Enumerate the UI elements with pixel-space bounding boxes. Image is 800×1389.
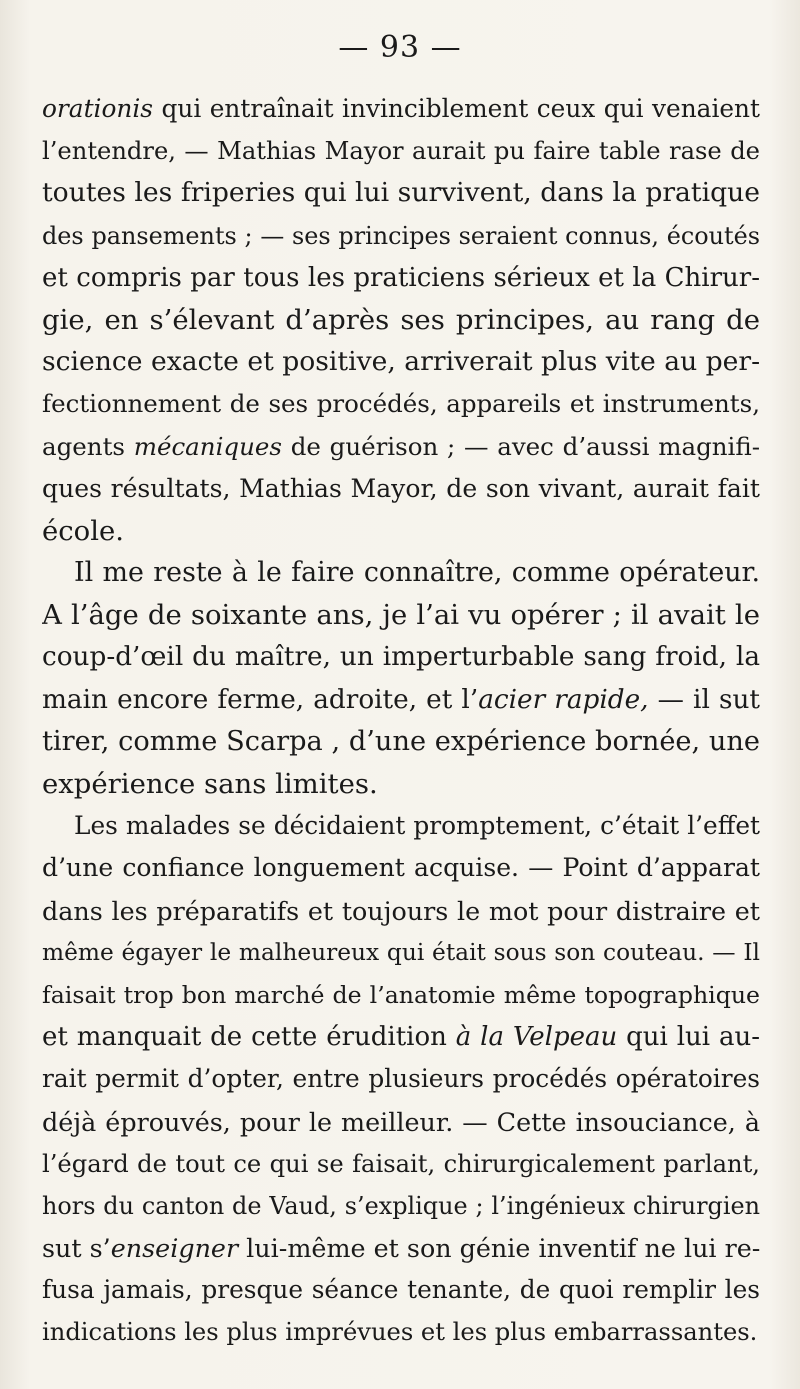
- text-line: [42, 636, 760, 678]
- text-segment: main encore ferme, adroite, et l’: [42, 684, 479, 715]
- text-segment: expérience sans limites.: [42, 768, 378, 800]
- text-line: [42, 341, 760, 383]
- text-segment: même égayer le malheureux qui était sous son couteau. — Il: [42, 938, 760, 966]
- text-segment: ques résultats, Mathias Mayor, de son vivant, aurait fait: [42, 473, 760, 503]
- text-segment: des pansements ; — ses principes seraient connus, écoutés: [42, 221, 760, 250]
- italic-text: acier rapide,: [478, 684, 649, 715]
- text-segment: d’une confiance longuement acquise. — Point d’apparat: [42, 853, 760, 883]
- text-segment: l’entendre, — Mathias Mayor aurait pu faire table rase de: [42, 137, 760, 166]
- text-line: [42, 468, 760, 510]
- text-segment: — il sut: [648, 684, 760, 715]
- text-segment: hors du canton de Vaud, s’explique ; l’ingénieux chirurgien: [42, 1191, 760, 1220]
- italic-text: à la Velpeau: [455, 1022, 618, 1053]
- text-line: [42, 805, 760, 847]
- text-segment: Il me reste à le faire connaître, comme opérateur.: [74, 557, 760, 589]
- text-segment: Les malades se décidaient promptement, c’était l’effet: [74, 811, 760, 841]
- text-line: [42, 1058, 760, 1100]
- text-segment: et compris par tous les praticiens sérieux et la Chirur-: [42, 262, 760, 293]
- text-line: [42, 299, 760, 341]
- text-line: [42, 721, 760, 763]
- body-text: [42, 88, 760, 1354]
- text-line: [42, 1101, 760, 1143]
- text-line: [42, 974, 760, 1016]
- text-line: [42, 1311, 760, 1353]
- text-segment: sut s’: [42, 1233, 111, 1264]
- text-segment: faisait trop bon marché de l’anatomie même topographique: [42, 980, 760, 1009]
- text-segment: coup-d’œil du maître, un imperturbable sang froid, la: [42, 642, 760, 673]
- text-line: [42, 932, 760, 974]
- page-number: — 93 —: [338, 30, 462, 65]
- text-segment: agents: [42, 431, 134, 461]
- text-line: [42, 890, 760, 932]
- text-segment: rait permit d’opter, entre plusieurs procédés opératoires: [42, 1064, 760, 1094]
- text-segment: dans les préparatifs et toujours le mot pour distraire et: [42, 895, 760, 926]
- text-line: [42, 763, 760, 805]
- text-segment: gie, en s’élevant d’après ses principes, au rang de: [42, 303, 760, 336]
- text-line: [42, 130, 760, 172]
- text-line: [42, 426, 760, 468]
- italic-text: mécaniques: [133, 431, 282, 461]
- italic-text: enseigner: [110, 1233, 239, 1264]
- text-line: [42, 215, 760, 257]
- italic-text: orationis: [42, 94, 154, 123]
- text-segment: toutes les friperies qui lui survivent, dans la pratique: [42, 177, 760, 209]
- text-line: [42, 383, 760, 425]
- text-line: [42, 847, 760, 889]
- text-segment: fectionnement de ses procédés, appareils et instruments,: [42, 389, 760, 419]
- text-line: [42, 1016, 760, 1058]
- text-segment: tirer, comme Scarpa , d’une expérience bornée, une: [42, 725, 760, 757]
- text-segment: qui lui au-: [617, 1022, 760, 1053]
- text-segment: école.: [42, 514, 125, 547]
- text-segment: science exacte et positive, arriverait plus vite au per-: [42, 346, 760, 378]
- text-line: [42, 1185, 760, 1227]
- text-segment: l’égard de tout ce qui se faisait, chirurgicalement parlant,: [42, 1149, 760, 1178]
- text-segment: qui entraînait invinciblement ceux qui venaient: [153, 94, 760, 123]
- text-line: [42, 1143, 760, 1185]
- text-line: [42, 679, 760, 721]
- text-segment: A l’âge de soixante ans, je l’ai vu opérer ; il avait le: [42, 599, 760, 632]
- text-segment: fusa jamais, presque séance tenante, de quoi remplir les: [42, 1275, 760, 1305]
- text-line: [42, 1269, 760, 1311]
- text-line: [42, 1227, 760, 1269]
- text-segment: de guérison ; — avec d’aussi magnifi-: [281, 431, 760, 461]
- text-segment: indications les plus imprévues et les plus embarrassantes.: [42, 1318, 758, 1347]
- text-line: [42, 552, 760, 594]
- text-line: [42, 172, 760, 214]
- text-segment: et manquait de cette érudition: [42, 1022, 456, 1053]
- text-segment: déjà éprouvés, pour le meilleur. — Cette insouciance, à: [42, 1106, 760, 1137]
- text-line: [42, 594, 760, 636]
- text-segment: lui-même et son génie inventif ne lui re-: [238, 1233, 760, 1264]
- text-line: [42, 88, 760, 130]
- text-line: [42, 510, 760, 552]
- text-line: [42, 257, 760, 299]
